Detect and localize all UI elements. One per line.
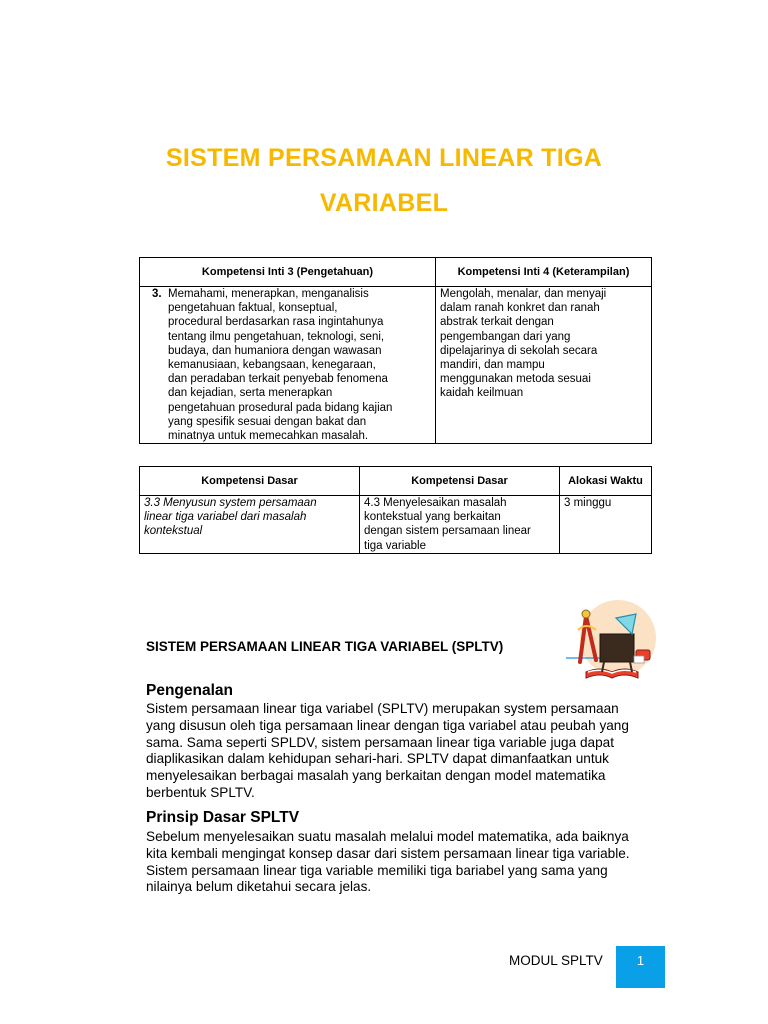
document-title	[120, 136, 648, 226]
ki3-number: 3.	[152, 288, 162, 300]
title-line-1: SISTEM PERSAMAAN LINEAR TIGA	[165, 144, 603, 172]
math-tools-illustration-icon	[566, 600, 662, 684]
kd3-header: Kompetensi Dasar	[140, 467, 360, 496]
kompetensi-dasar-table	[139, 466, 652, 554]
kd4-cell: 4.3 Menyelesaikan masalah kontekstual yang berkaitan dengan sistem persamaan linear tiga variable	[360, 496, 560, 554]
ki3-cell	[140, 287, 436, 444]
title-line-2: VARIABEL	[319, 189, 449, 217]
alokasi-waktu-cell: 3 minggu	[560, 496, 652, 554]
pengenalan-paragraph: Sistem persamaan linear tiga variabel (SPLTV) merupakan system persamaan yang disusun oleh tiga persamaan linear dengan tiga variabel atau peubah yang sama. Sama seperti SPLDV, sistem persamaan linear tiga variable juga dapat diaplikasikan dalam kehidupan sehari-hari. SPLTV dapat dimanfaatkan untuk menyelesaikan berbagai masalah yang berkaitan dengan model matematika berbentuk SPLTV.	[146, 701, 629, 800]
prinsip-paragraph: Sebelum menyelesaikan suatu masalah melalui model matematika, ada baiknya kita kembali mengingat konsep dasar dari sistem persamaan linear tiga variable. Sistem persamaan linear tiga variable memiliki tiga bariabel yang sama yang nilainya belum diketahui secara jelas.	[146, 829, 630, 895]
pengenalan-heading: Pengenalan	[146, 682, 233, 699]
ki3-header: Kompetensi Inti 3 (Pengetahuan)	[140, 258, 436, 287]
kd3-cell: 3.3 Menyusun system persamaan linear tiga variabel dari masalah kontekstual	[140, 496, 360, 554]
alokasi-waktu-header: Alokasi Waktu	[560, 467, 652, 496]
kompetensi-inti-table	[139, 257, 652, 444]
ki4-header: Kompetensi Inti 4 (Keterampilan)	[436, 258, 652, 287]
prinsip-heading: Prinsip Dasar SPLTV	[146, 809, 300, 826]
footer-module-label: MODUL SPLTV	[509, 953, 603, 968]
page-number: 1	[616, 946, 665, 988]
section-heading: SISTEM PERSAMAAN LINEAR TIGA VARIABEL (SPLTV)	[146, 639, 504, 654]
ki4-cell: Mengolah, menalar, dan menyaji dalam ranah konkret dan ranah abstrak terkait dengan pengembangan dari yang dipelajarinya di sekolah secara mandiri, dan mampu menggunakan metoda sesuai kaidah keilmuan	[436, 287, 652, 444]
kd4-header: Kompetensi Dasar	[360, 467, 560, 496]
ki3-text: Memahami, menerapkan, menganalisis pengetahuan faktual, konseptual, procedural berdasarkan rasa ingintahunya tentang ilmu pengetahuan, teknologi, seni, budaya, dan humaniora dengan wawasan kemanusiaan, kebangsaan, kenegaraan, dan peradaban terkait penyebab fenomena dan kejadian, serta menerapkan pengetahuan prosedural pada bidang kajian yang spesifik sesuai dengan bakat dan minatnya untuk memecahkan masalah.	[168, 288, 393, 443]
